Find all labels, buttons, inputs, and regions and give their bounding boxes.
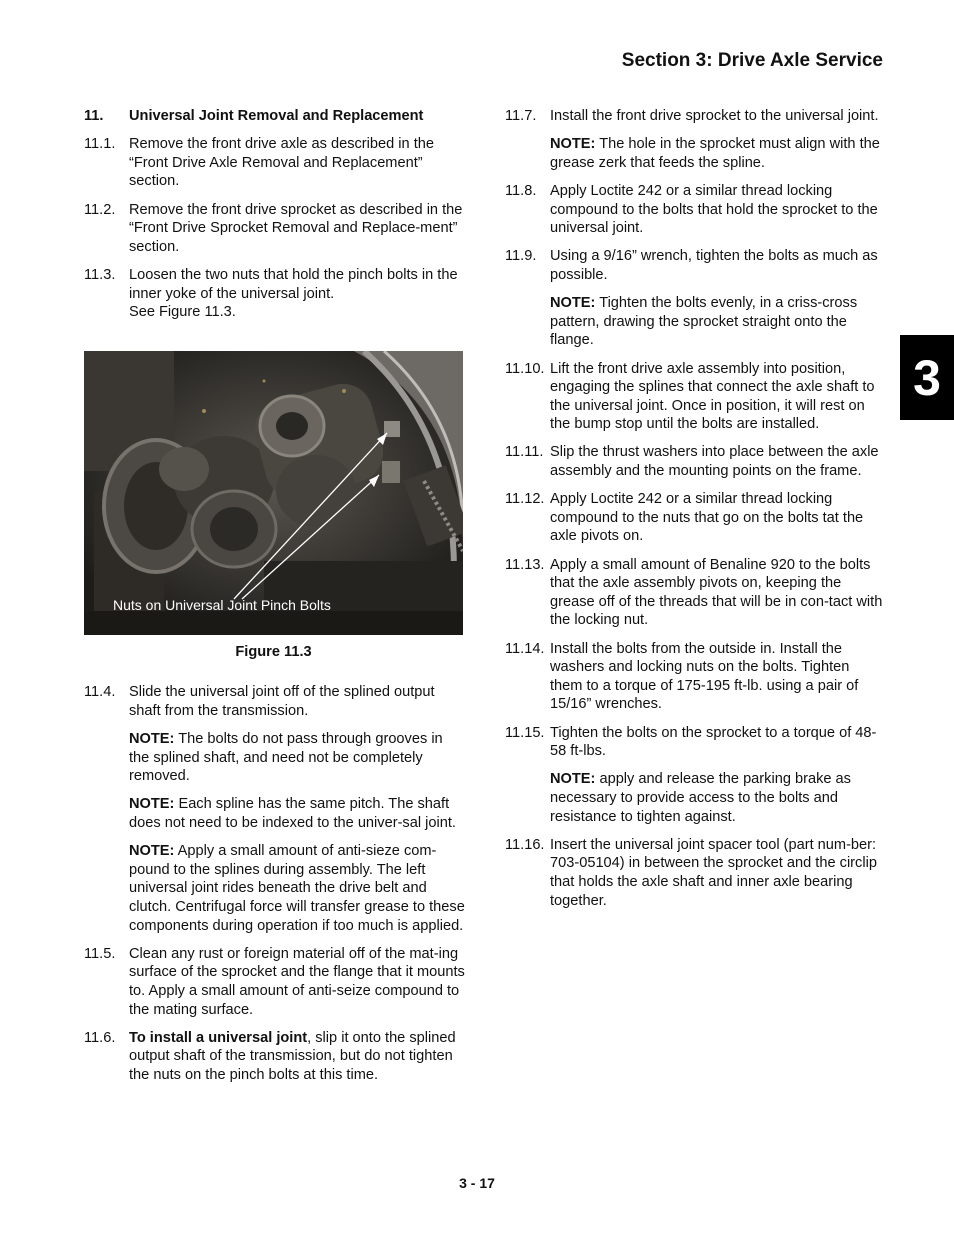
step-number: 11.4. bbox=[84, 684, 116, 701]
note-text: The hole in the sprocket must align with the grease zerk that feeds the spline. bbox=[550, 136, 880, 171]
step-11-6 bbox=[84, 1029, 466, 1085]
step-text-block bbox=[129, 1029, 466, 1085]
note bbox=[129, 795, 466, 832]
section-heading bbox=[84, 107, 466, 126]
step-11-8 bbox=[505, 182, 885, 238]
step-number: 11.13. bbox=[505, 556, 545, 573]
note-text: Each spline has the same pitch. The shaft does not need to be indexed to the univer-sal joint. bbox=[129, 796, 456, 832]
step-11-11 bbox=[505, 443, 885, 480]
step-11-15 bbox=[505, 724, 885, 761]
step-number: 11.8. bbox=[505, 182, 537, 199]
step-text: Apply Loctite 242 or a similar thread locking compound to the nuts that go on the bolts tat the axle pivots on. bbox=[550, 491, 864, 545]
step-number: 11.14. bbox=[505, 640, 545, 657]
note bbox=[550, 294, 885, 350]
step-number: 11.2. bbox=[84, 201, 116, 218]
page-number: 3 - 17 bbox=[459, 1175, 495, 1191]
step-11-3 bbox=[84, 266, 466, 322]
step-11-14 bbox=[505, 640, 885, 714]
step-text: Install the bolts from the outside in. Install the washers and locking nuts on the bolts. Tighten them to a torque of 175-195 ft-lb. using a pair of 15/16” wrenches. bbox=[550, 640, 859, 713]
step-text: Clean any rust or foreign material off of the mat-ing surface of the sprocket and the flange that it mounts to. Apply a small amount of anti-seize compound to the mating surface. bbox=[129, 945, 465, 1018]
step-text: Apply a small amount of Benaline 920 to the bolts that the axle assembly pivots on, keeping the grease off of the threads that will be in con-tact with the locking nut. bbox=[550, 556, 883, 629]
note-text: Tighten the bolts evenly, in a criss-cross pattern, drawing the sprocket straight onto the flange. bbox=[550, 295, 858, 349]
step-number: 11.16. bbox=[505, 836, 545, 853]
figure-reference: See Figure 11.3. bbox=[129, 304, 236, 321]
step-number: 11.12. bbox=[505, 491, 545, 508]
step-bold-text: To install a universal joint bbox=[129, 1029, 308, 1046]
step-11-4 bbox=[84, 683, 466, 720]
step-number: 11.6. bbox=[84, 1029, 116, 1046]
step-number: 11.15. bbox=[505, 724, 545, 741]
step-text: Tighten the bolts on the sprocket to a torque of 48-58 ft-lbs. bbox=[550, 724, 877, 760]
step-text: , slip it onto the splined output shaft of the transmission, but do not tighten the nuts on the pinch bolts at this time. bbox=[129, 1029, 456, 1083]
note bbox=[129, 730, 466, 786]
step-text: Apply Loctite 242 or a similar thread locking compound to the bolts that hold the sprocket to the universal joint. bbox=[550, 182, 878, 237]
step-text: Slip the thrust washers into place between the axle assembly and the mounting points on the frame. bbox=[550, 444, 879, 480]
figure-callout-label: Nuts on Universal Joint Pinch Bolts bbox=[113, 596, 331, 613]
step-11-10 bbox=[505, 360, 885, 434]
step-text-block bbox=[129, 266, 466, 322]
section-number: 11. bbox=[84, 108, 104, 124]
step-11-7 bbox=[505, 107, 885, 126]
step-number: 11.5. bbox=[84, 945, 116, 962]
note-label: NOTE: bbox=[129, 731, 175, 748]
note-label: NOTE: bbox=[129, 796, 175, 813]
step-number: 11.9. bbox=[505, 248, 537, 265]
note-label: NOTE: bbox=[550, 771, 596, 788]
note-text: apply and release the parking brake as necessary to provide access to the bolts and resistance to tighten against. bbox=[550, 771, 851, 825]
step-11-16 bbox=[505, 836, 885, 910]
page-header-title: Section 3: Drive Axle Service bbox=[621, 50, 883, 71]
note-label: NOTE: bbox=[550, 295, 596, 312]
step-number: 11.7. bbox=[505, 108, 537, 124]
left-column bbox=[84, 107, 466, 1094]
step-number: 11.11. bbox=[505, 444, 544, 461]
step-number: 11.1. bbox=[84, 136, 116, 153]
step-text: Lift the front drive axle assembly into position, engaging the splines that connect the axle shaft to the universal joint. Once in position, it will rest on the bump stop until the bolts are installed. bbox=[550, 360, 875, 433]
step-text: Install the front drive sprocket to the universal joint. bbox=[550, 108, 879, 124]
note-label: NOTE: bbox=[550, 136, 596, 153]
step-11-1 bbox=[84, 135, 466, 191]
step-11-12 bbox=[505, 490, 885, 546]
step-text: Slide the universal joint off of the splined output shaft from the transmission. bbox=[129, 684, 435, 719]
step-number: 11.3. bbox=[84, 266, 116, 283]
step-text: Remove the front drive axle as described in the “Front Drive Axle Removal and Replacement” section. bbox=[129, 136, 435, 190]
step-11-2 bbox=[84, 201, 466, 257]
step-text: Using a 9/16” wrench, tighten the bolts as much as possible. bbox=[550, 248, 878, 283]
step-text: Insert the universal joint spacer tool (part num-ber: 703-05104) in between the sprocket and the circlip that holds the axle shaft and inner axle bearing together. bbox=[550, 836, 877, 909]
right-column bbox=[505, 107, 885, 920]
step-text: Loosen the two nuts that hold the pinch bolts in the inner yoke of the universal joint. bbox=[129, 266, 458, 302]
note-text: The bolts do not pass through grooves in the splined shaft, and need not be completely removed. bbox=[129, 731, 443, 785]
step-11-9 bbox=[505, 247, 885, 284]
figure-photo bbox=[84, 351, 463, 635]
figure-caption: Figure 11.3 bbox=[235, 643, 312, 660]
note bbox=[550, 135, 885, 172]
note-text: Apply a small amount of anti-sieze com-pound to the splines during assembly. The left universal joint rides beneath the drive belt and clutch. Centrifugal force will transfer grease to these components during operation if too much is applied. bbox=[129, 843, 465, 934]
step-11-5 bbox=[84, 945, 466, 1019]
section-tab: 3 bbox=[900, 335, 954, 420]
section-title: Universal Joint Removal and Replacement bbox=[129, 108, 424, 124]
note bbox=[129, 842, 466, 935]
universal-joint-photo bbox=[84, 351, 463, 635]
step-11-13 bbox=[505, 556, 885, 630]
note-label: NOTE: bbox=[129, 843, 175, 860]
step-text: Remove the front drive sprocket as described in the “Front Drive Sprocket Removal and Replace-ment” section. bbox=[129, 201, 463, 255]
note bbox=[550, 770, 885, 826]
step-number: 11.10. bbox=[505, 360, 545, 377]
